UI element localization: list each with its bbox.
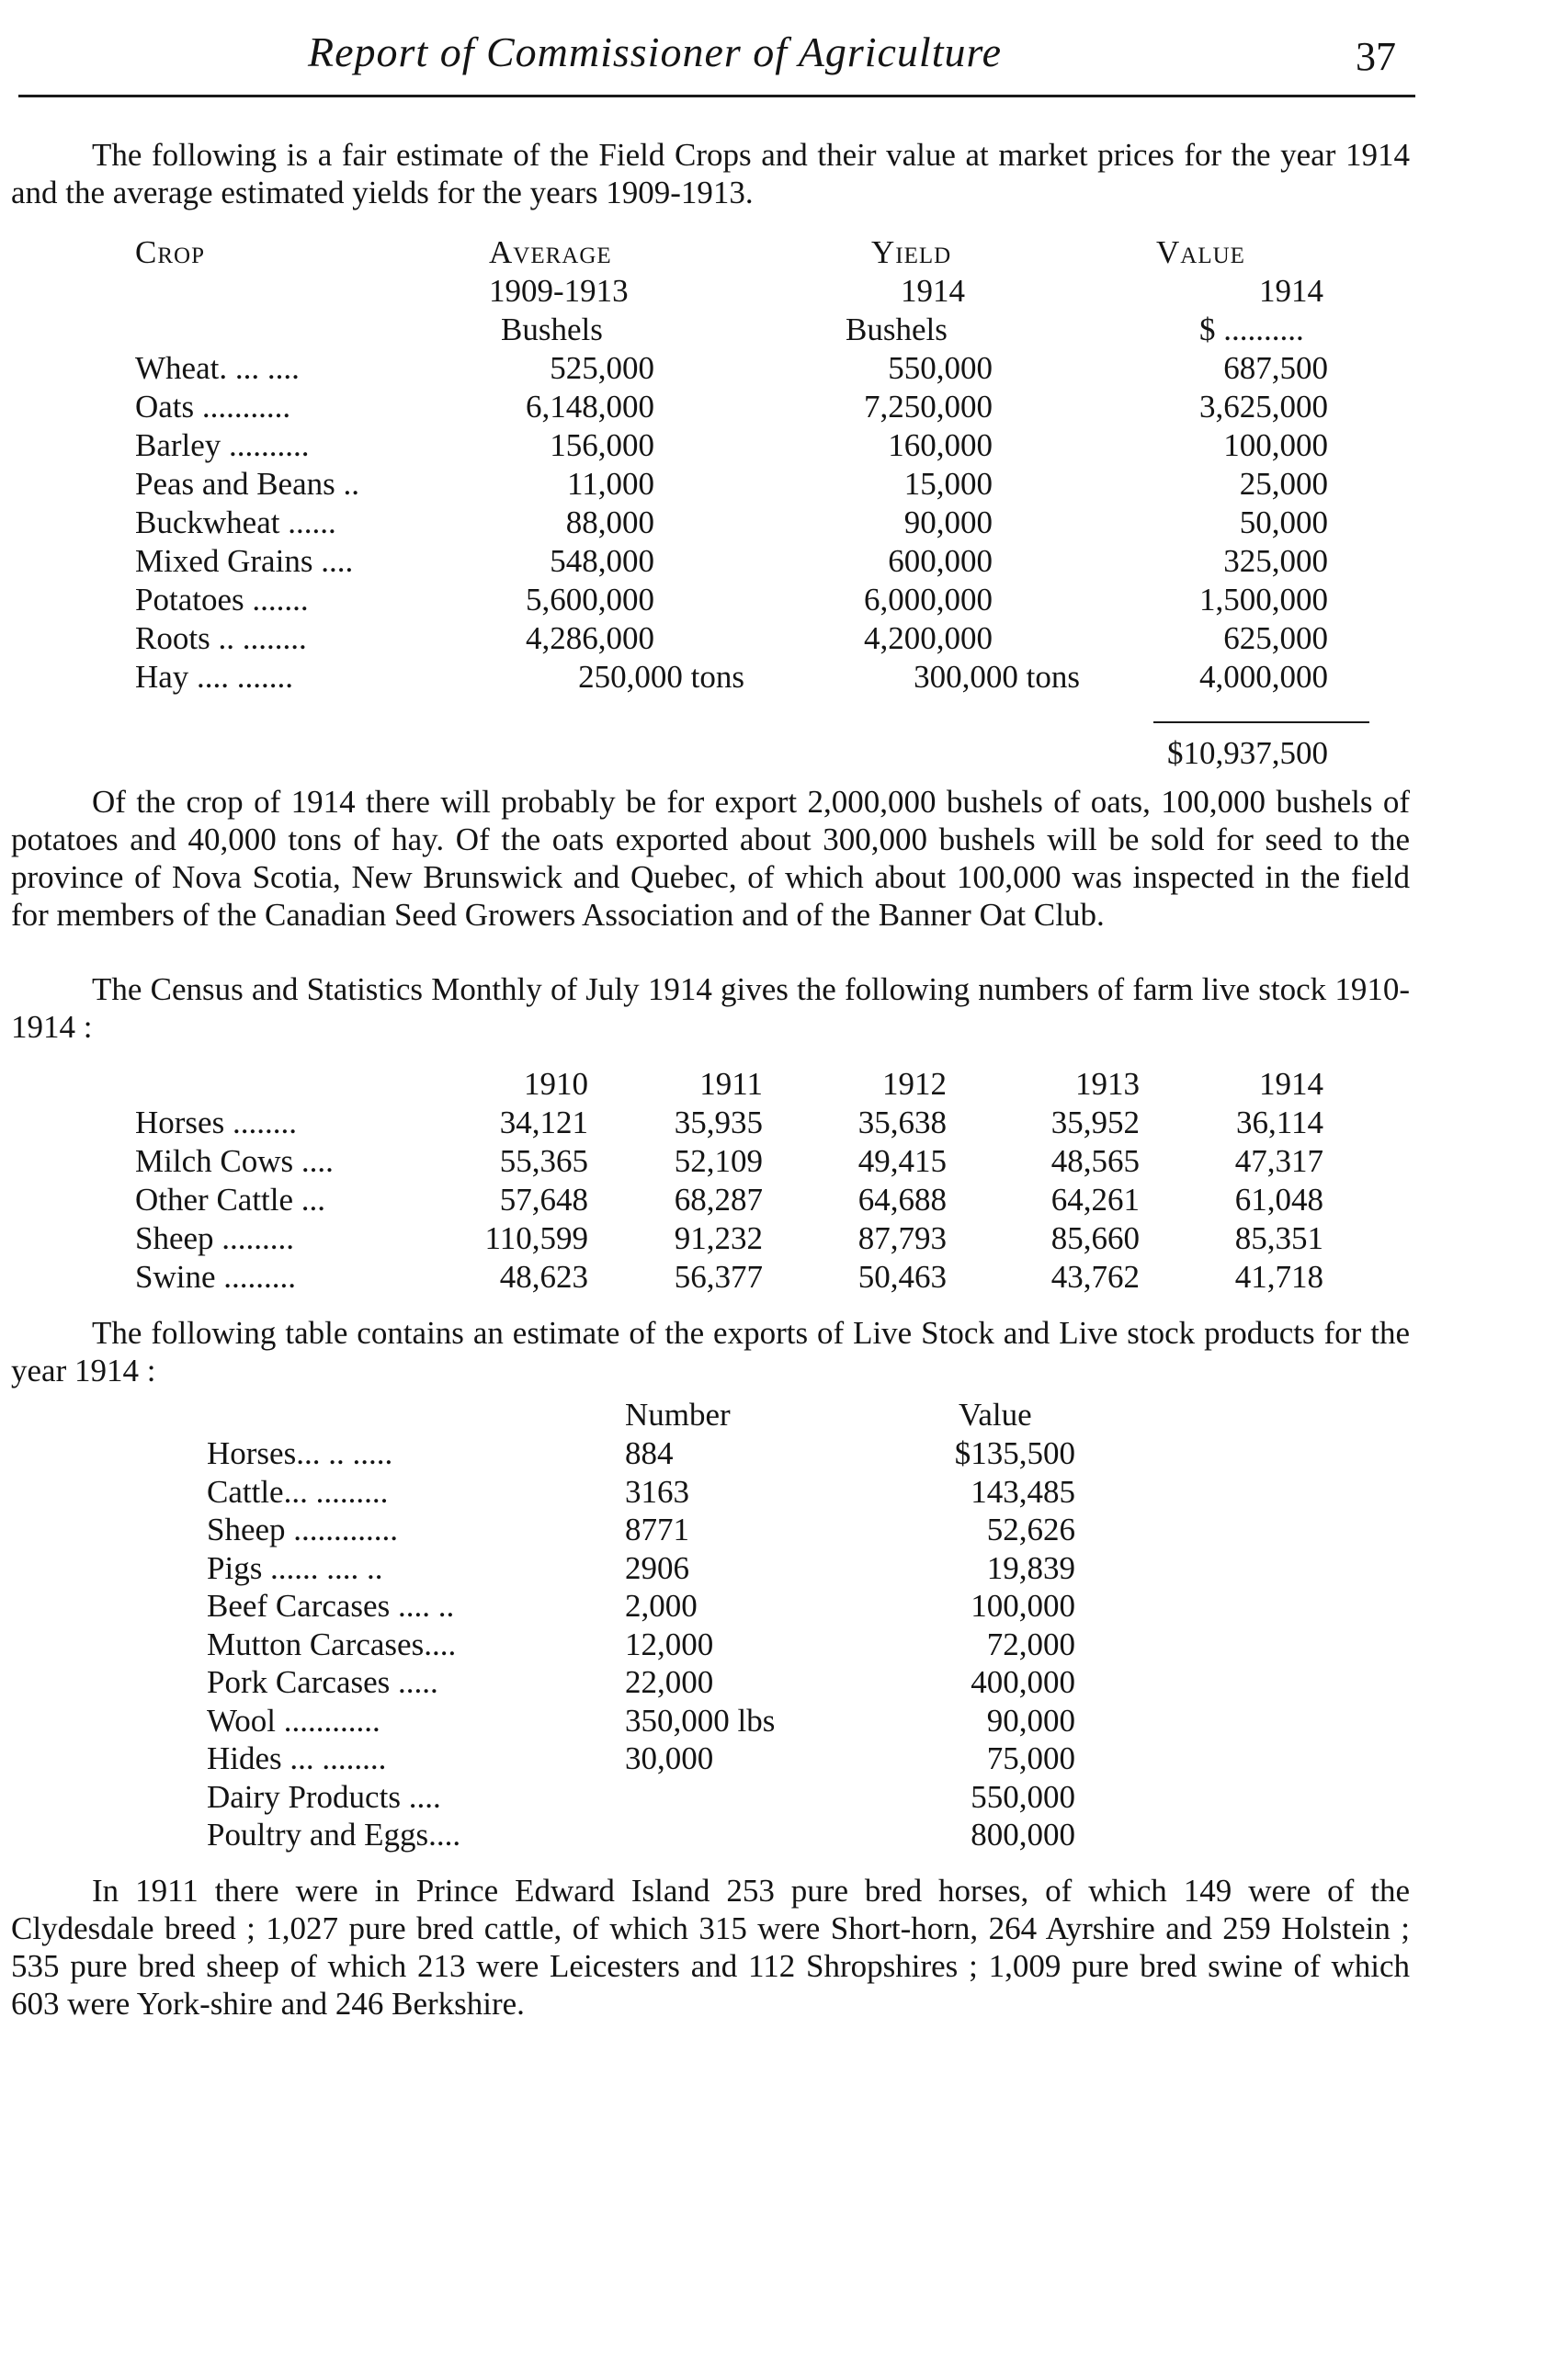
export-number: 12,000 bbox=[625, 1626, 714, 1662]
crop-name: Wheat. ... .... bbox=[135, 350, 300, 386]
crop-average: 4,286,000 bbox=[526, 620, 654, 656]
export-row bbox=[0, 1740, 1544, 1779]
crops-total: $10,937,500 bbox=[1167, 735, 1328, 771]
crop-value: 4,000,000 bbox=[1199, 659, 1328, 695]
crop-yield: 4,200,000 bbox=[864, 620, 993, 656]
crops-total-row bbox=[0, 735, 1544, 774]
crop-value: 50,000 bbox=[1239, 504, 1328, 540]
crop-name: Hay .... ....... bbox=[135, 659, 294, 695]
export-row bbox=[0, 1817, 1544, 1855]
export-value: 400,000 bbox=[971, 1664, 1075, 1700]
export-value: 143,485 bbox=[971, 1473, 1075, 1510]
crop-row bbox=[0, 582, 1544, 620]
crop-row bbox=[0, 620, 1544, 659]
yield-year: 1914 bbox=[901, 273, 965, 309]
average-column-header: Average bbox=[489, 234, 612, 270]
export-value: 75,000 bbox=[986, 1740, 1075, 1776]
livestock-count: 35,638 bbox=[857, 1105, 947, 1140]
export-label: Beef Carcases .... .. bbox=[207, 1588, 455, 1624]
crop-yield: 300,000 tons bbox=[914, 659, 1080, 695]
crop-yield: 90,000 bbox=[903, 504, 993, 540]
export-value: 90,000 bbox=[986, 1702, 1075, 1739]
livestock-count: 91,232 bbox=[674, 1220, 763, 1256]
export-number: 22,000 bbox=[625, 1664, 714, 1700]
export-label: Cattle... ......... bbox=[207, 1473, 389, 1510]
livestock-count: 85,660 bbox=[1050, 1220, 1140, 1256]
crop-row bbox=[0, 504, 1544, 543]
closing-paragraph: In 1911 there were in Prince Edward Island 253 pure bred horses, of which 149 were of the Clydesdale breed ; 1,027 pure bred cattle, of which 315 were Short-horn, 264 Ayrshire and 259 Holstein ; 535 pure bred sheep of which 213 were Leicesters and 112 Shropshires ; 1,009 pure bred swine of which 603 were York-shire and 246 Berkshire. bbox=[11, 1873, 1410, 2022]
crop-value: 3,625,000 bbox=[1199, 389, 1328, 425]
livestock-count: 87,793 bbox=[857, 1220, 947, 1256]
crop-row bbox=[0, 659, 1544, 697]
page-number: 37 bbox=[1356, 34, 1396, 79]
export-label: Pork Carcases ..... bbox=[207, 1664, 438, 1700]
livestock-row bbox=[0, 1259, 1544, 1298]
livestock-count: 64,688 bbox=[857, 1182, 947, 1218]
livestock-count: 68,287 bbox=[674, 1182, 763, 1218]
livestock-count: 50,463 bbox=[857, 1259, 947, 1295]
livestock-row bbox=[0, 1105, 1544, 1143]
value-unit: $ .......... bbox=[1199, 312, 1304, 347]
livestock-count: 64,261 bbox=[1050, 1182, 1140, 1218]
livestock-count: 41,718 bbox=[1234, 1259, 1323, 1295]
crop-yield: 6,000,000 bbox=[864, 582, 993, 618]
crop-name: Barley .......... bbox=[135, 427, 310, 463]
crop-value: 687,500 bbox=[1223, 350, 1328, 386]
crop-name: Mixed Grains .... bbox=[135, 543, 354, 579]
year-column-header: 1914 bbox=[1259, 1066, 1323, 1102]
crop-value: 625,000 bbox=[1223, 620, 1328, 656]
export-value: 19,839 bbox=[986, 1549, 1075, 1586]
crop-row bbox=[0, 543, 1544, 582]
crop-average: 11,000 bbox=[567, 466, 654, 502]
export-row bbox=[0, 1664, 1544, 1703]
export-row bbox=[0, 1512, 1544, 1550]
livestock-row bbox=[0, 1220, 1544, 1259]
export-number: 30,000 bbox=[625, 1740, 714, 1776]
livestock-count: 110,599 bbox=[484, 1220, 588, 1256]
livestock-label: Sheep ......... bbox=[135, 1220, 295, 1256]
crop-average: 525,000 bbox=[550, 350, 654, 386]
livestock-header-row bbox=[0, 1066, 1544, 1105]
export-value: 550,000 bbox=[971, 1778, 1075, 1815]
crop-name: Roots .. ........ bbox=[135, 620, 307, 656]
crop-yield: 600,000 bbox=[888, 543, 993, 579]
export-label: Wool ............ bbox=[207, 1702, 380, 1739]
census-paragraph: The Census and Statistics Monthly of July 1914 gives the following numbers of farm live stock 1910-1914 : bbox=[11, 971, 1410, 1045]
exports-table bbox=[0, 1397, 1544, 1856]
header-rule bbox=[18, 95, 1415, 97]
crop-row bbox=[0, 350, 1544, 389]
livestock-count: 48,623 bbox=[499, 1259, 588, 1295]
livestock-table bbox=[0, 1066, 1544, 1305]
yield-unit: Bushels bbox=[846, 312, 948, 347]
export-label: Poultry and Eggs.... bbox=[207, 1817, 461, 1853]
export-row bbox=[0, 1435, 1544, 1474]
crop-name: Potatoes ....... bbox=[135, 582, 309, 618]
export-value: 72,000 bbox=[986, 1626, 1075, 1662]
livestock-count: 61,048 bbox=[1234, 1182, 1323, 1218]
crop-name: Oats ........... bbox=[135, 389, 291, 425]
export-value: 100,000 bbox=[971, 1588, 1075, 1624]
year-column-header: 1912 bbox=[882, 1066, 947, 1102]
livestock-count: 85,351 bbox=[1234, 1220, 1323, 1256]
value-column-header-exports: Value bbox=[959, 1397, 1032, 1433]
crop-yield: 7,250,000 bbox=[864, 389, 993, 425]
livestock-count: 52,109 bbox=[674, 1143, 763, 1179]
export-number: 350,000 lbs bbox=[625, 1702, 776, 1739]
export-paragraph: Of the crop of 1914 there will probably be for export 2,000,000 bushels of oats, 100,000 bushels of potatoes and 40,000 tons of hay. Of the oats exported about 300,000 bushels will be sold for seed to the province of Nova Scotia, New Brunswick and Quebec, of which about 100,000 was inspected in the field for members of the Canadian Seed Growers Association and of the Banner Oat Club. bbox=[11, 784, 1410, 933]
average-years: 1909-1913 bbox=[489, 273, 629, 309]
livestock-count: 56,377 bbox=[674, 1259, 763, 1295]
livestock-label: Swine ......... bbox=[135, 1259, 296, 1295]
crop-average: 6,148,000 bbox=[526, 389, 654, 425]
export-value: 52,626 bbox=[986, 1512, 1075, 1547]
export-row bbox=[0, 1626, 1544, 1665]
livestock-count: 35,935 bbox=[674, 1105, 763, 1140]
export-row bbox=[0, 1703, 1544, 1741]
export-row bbox=[0, 1550, 1544, 1589]
export-value: $135,500 bbox=[954, 1435, 1075, 1471]
crop-average: 88,000 bbox=[565, 504, 654, 540]
crop-name: Buckwheat ...... bbox=[135, 504, 336, 540]
export-value: 800,000 bbox=[971, 1817, 1075, 1853]
export-number: 2,000 bbox=[625, 1588, 698, 1624]
livestock-row bbox=[0, 1143, 1544, 1182]
livestock-count: 57,648 bbox=[499, 1182, 588, 1218]
livestock-label: Horses ........ bbox=[135, 1105, 297, 1140]
exports-intro-paragraph: The following table contains an estimate of the exports of Live Stock and Live stock products for the year 1914 : bbox=[11, 1315, 1410, 1388]
crop-name: Peas and Beans .. bbox=[135, 466, 359, 502]
export-label: Mutton Carcases.... bbox=[207, 1626, 457, 1662]
export-label: Hides ... ........ bbox=[207, 1740, 387, 1776]
export-number: 2906 bbox=[625, 1549, 689, 1586]
crops-header-row bbox=[0, 234, 1544, 273]
running-title: Report of Commissioner of Agriculture bbox=[308, 28, 1003, 75]
export-label: Horses... .. ..... bbox=[207, 1435, 393, 1471]
export-number: 3163 bbox=[625, 1473, 689, 1510]
livestock-row bbox=[0, 1182, 1544, 1220]
export-number: 884 bbox=[625, 1435, 674, 1471]
livestock-count: 35,952 bbox=[1050, 1105, 1140, 1140]
crop-row bbox=[0, 466, 1544, 504]
crop-yield: 550,000 bbox=[888, 350, 993, 386]
crop-value: 325,000 bbox=[1223, 543, 1328, 579]
export-number: 8771 bbox=[625, 1512, 689, 1547]
livestock-label: Milch Cows .... bbox=[135, 1143, 334, 1179]
crops-table bbox=[0, 234, 1544, 786]
crop-average: 5,600,000 bbox=[526, 582, 654, 618]
export-label: Sheep ............. bbox=[207, 1512, 399, 1547]
intro-paragraph: The following is a fair estimate of the Field Crops and their value at market prices for the year 1914 and the average estimated yields for the years 1909-1913. bbox=[11, 137, 1410, 210]
exports-header-row bbox=[0, 1397, 1544, 1435]
crop-yield: 15,000 bbox=[903, 466, 993, 502]
number-column-header: Number bbox=[625, 1397, 731, 1433]
export-row bbox=[0, 1779, 1544, 1818]
yield-column-header: Yield bbox=[871, 234, 952, 270]
year-column-header: 1913 bbox=[1075, 1066, 1140, 1102]
livestock-label: Other Cattle ... bbox=[135, 1182, 326, 1218]
crop-row bbox=[0, 389, 1544, 427]
crop-average: 548,000 bbox=[550, 543, 654, 579]
total-rule bbox=[1153, 721, 1369, 723]
export-label: Pigs ...... .... .. bbox=[207, 1549, 383, 1586]
livestock-count: 36,114 bbox=[1236, 1105, 1323, 1140]
crop-value: 100,000 bbox=[1223, 427, 1328, 463]
export-row bbox=[0, 1474, 1544, 1513]
livestock-count: 49,415 bbox=[857, 1143, 947, 1179]
livestock-count: 47,317 bbox=[1234, 1143, 1323, 1179]
export-row bbox=[0, 1588, 1544, 1626]
page-header bbox=[0, 28, 1544, 101]
livestock-count: 34,121 bbox=[499, 1105, 588, 1140]
crop-column-header: Crop bbox=[135, 234, 205, 270]
export-label: Dairy Products .... bbox=[207, 1778, 441, 1815]
crop-row bbox=[0, 427, 1544, 466]
average-unit: Bushels bbox=[501, 312, 603, 347]
crops-subheader-row bbox=[0, 273, 1544, 312]
crop-average: 156,000 bbox=[550, 427, 654, 463]
value-column-header: Value bbox=[1156, 234, 1245, 270]
year-column-header: 1910 bbox=[524, 1066, 588, 1102]
livestock-count: 43,762 bbox=[1050, 1259, 1140, 1295]
crop-yield: 160,000 bbox=[888, 427, 993, 463]
livestock-count: 55,365 bbox=[499, 1143, 588, 1179]
crops-unit-row bbox=[0, 312, 1544, 350]
crop-value: 25,000 bbox=[1239, 466, 1328, 502]
livestock-count: 48,565 bbox=[1050, 1143, 1140, 1179]
crop-value: 1,500,000 bbox=[1199, 582, 1328, 618]
year-column-header: 1911 bbox=[699, 1066, 763, 1102]
value-year: 1914 bbox=[1259, 273, 1323, 309]
crop-average: 250,000 tons bbox=[578, 659, 744, 695]
